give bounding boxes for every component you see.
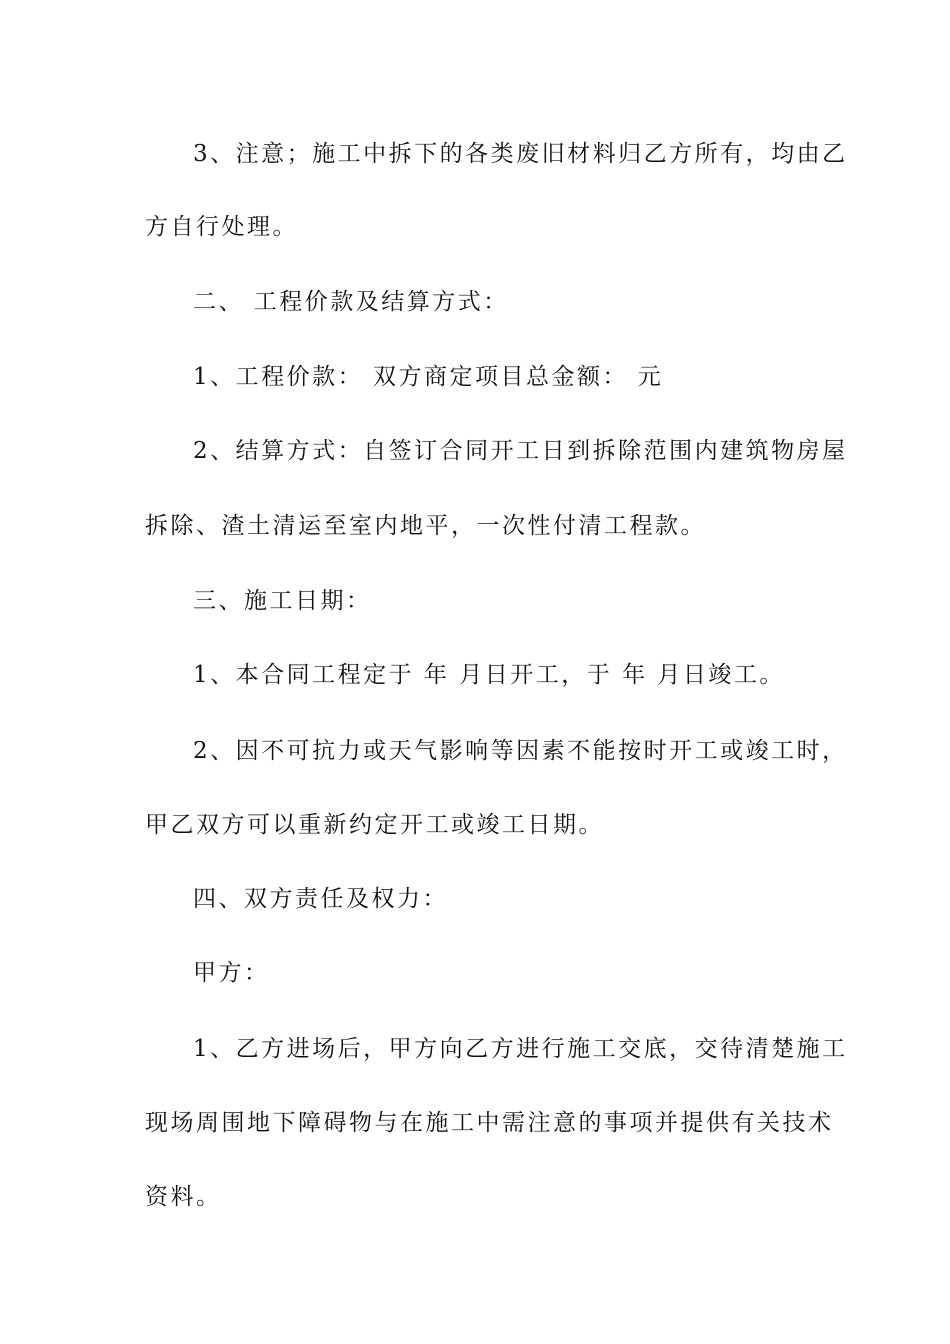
- clause-1-dates-line: 1、本合同工程定于 年 月日开工，于 年 月日竣工。: [193, 662, 785, 688]
- section-heading-price-settlement: 二、 工程价款及结算方式：: [193, 289, 509, 315]
- clause-2-settlement-line-2: 拆除、渣土清运至室内地平，一次性付清工程款。: [145, 513, 706, 539]
- clause-1-price-line: 1、工程价款： 双方商定项目总金额： 元: [193, 364, 664, 390]
- clause-2-force-majeure-line-2: 甲乙双方可以重新约定开工或竣工日期。: [145, 812, 604, 838]
- party-a-heading: 甲方：: [193, 960, 270, 986]
- party-a-clause-1-line-2: 现场周围地下障碍物与在施工中需注意的事项并提供有关技术: [145, 1110, 834, 1136]
- section-heading-construction-dates: 三、施工日期：: [193, 588, 372, 614]
- party-a-clause-1-line-3: 资料。: [145, 1184, 222, 1210]
- clause-3-note-line-2: 方自行处理。: [145, 214, 298, 240]
- section-heading-responsibilities: 四、双方责任及权力：: [193, 886, 448, 912]
- clause-2-force-majeure-line-1: 2、因不可抗力或天气影响等因素不能按时开工或竣工时，: [193, 738, 848, 764]
- clause-2-settlement-line-1: 2、结算方式：自签订合同开工日到拆除范围内建筑物房屋: [193, 438, 848, 464]
- party-a-clause-1-line-1: 1、乙方进场后，甲方向乙方进行施工交底，交待清楚施工: [193, 1036, 848, 1062]
- clause-3-note-line-1: 3、注意；施工中拆下的各类废旧材料归乙方所有，均由乙: [193, 141, 848, 167]
